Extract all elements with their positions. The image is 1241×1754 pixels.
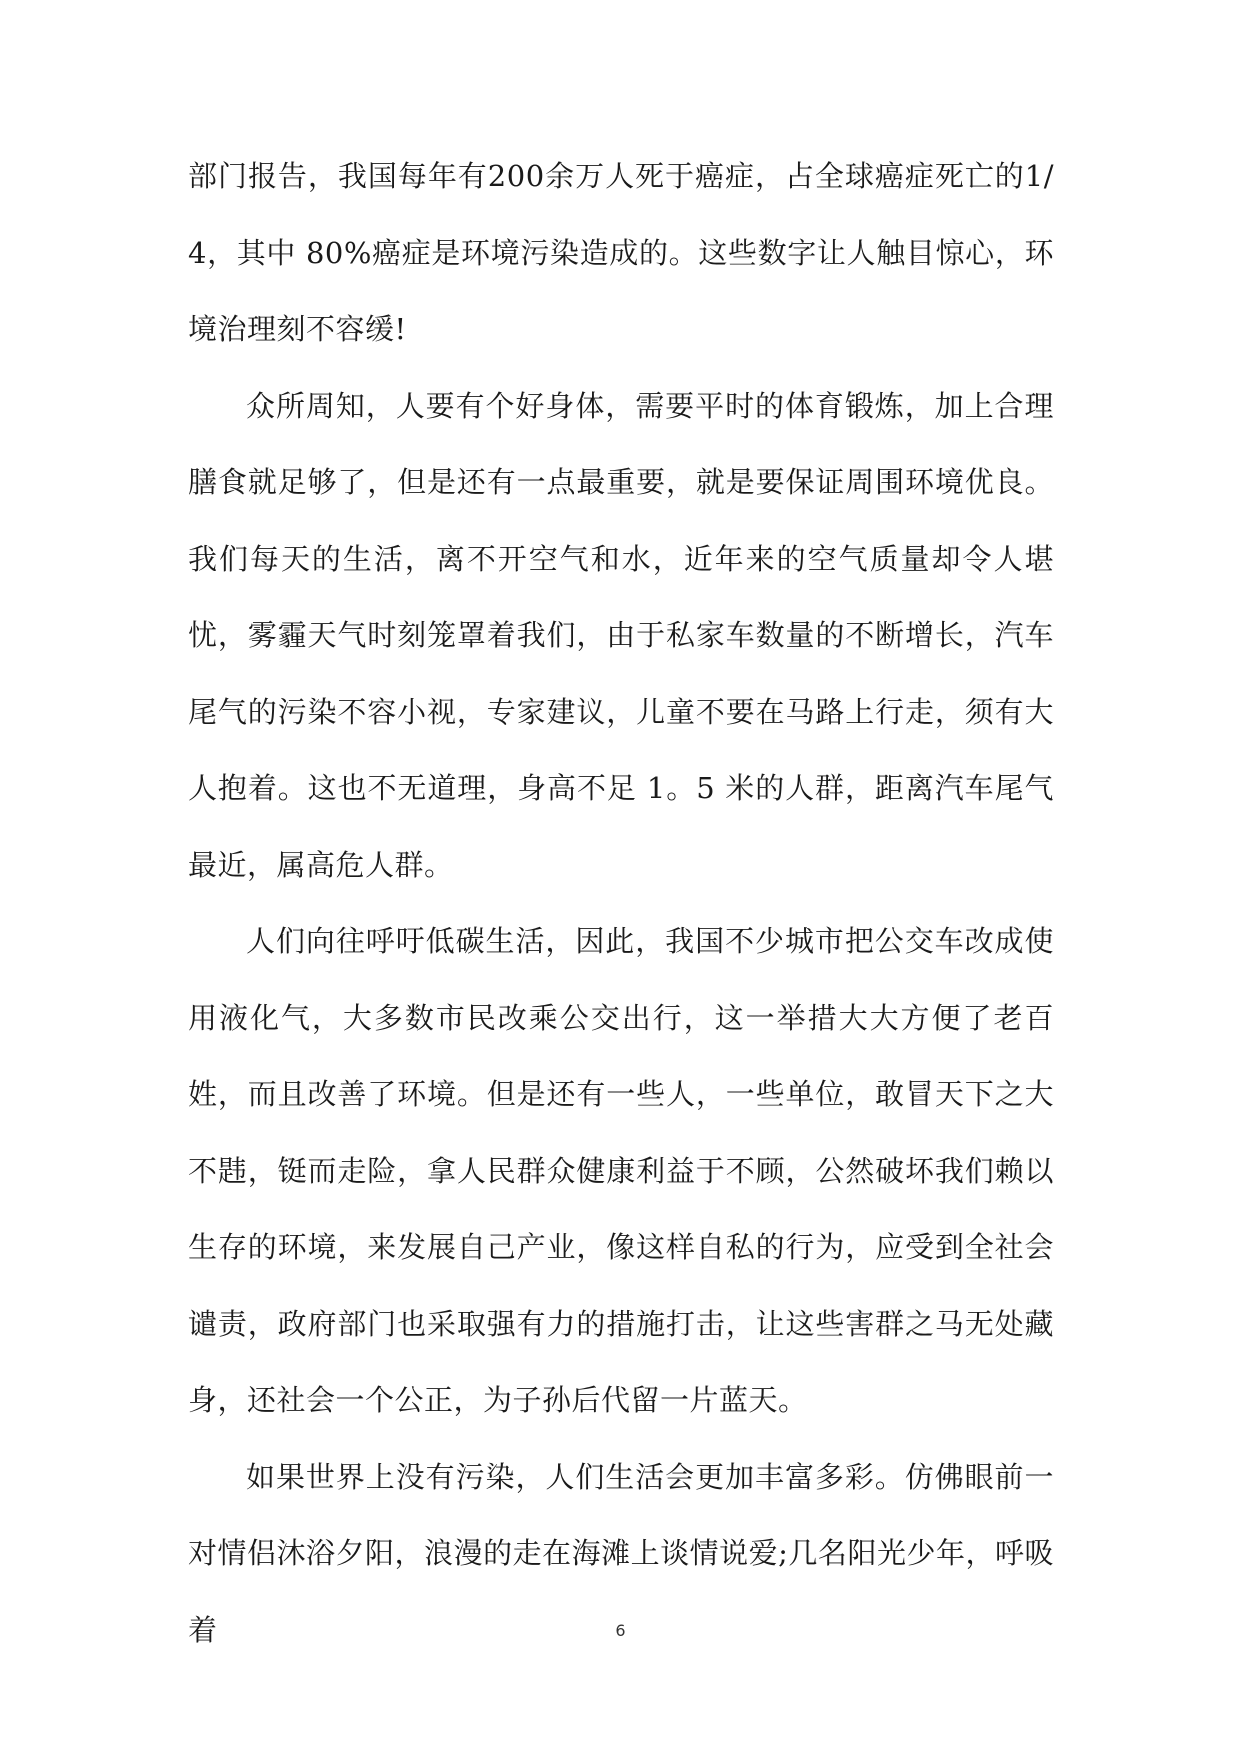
paragraph-3: 人们向往呼吁低碳生活，因此，我国不少城市把公交车改成使用液化气，大多数市民改乘公交出行，这一举措大大方便了老百姓，而且改善了环境。但是还有一些人，一些单位，敢冒天下之大不韪，铤而走险，拿人民群众健康利益于不顾，公然破坏我们赖以生存的环境，来发展自己产业，像这样自私的行为，应受到全社会谴责，政府部门也采取强有力的措施打击，让这些害群之马无处藏身，还社会一个公正，为子孙后代留一片蓝天。 [188,924,1054,1417]
paragraph-4: 如果世界上没有污染，人们生活会更加丰富多彩。仿佛眼前一对情侣沐浴夕阳，浪漫的走在海滩上谈情说爱;几名阳光少年，呼吸着 [188,1459,1054,1647]
body-text [188,138,1054,1668]
paragraph-1: 部门报告，我国每年有200余万人死于癌症，占全球癌症死亡的1/4，其中 80%癌症是环境污染造成的。这些数字让人触目惊心，环境治理刻不容缓! [188,159,1054,346]
page-number: 6 [615,1621,626,1640]
paragraph-2: 众所周知，人要有个好身体，需要平时的体育锻炼，加上合理膳食就足够了，但是还有一点最重要，就是要保证周围环境优良。我们每天的生活，离不开空气和水，近年来的空气质量却令人堪忧，雾霾天气时刻笼罩着我们，由于私家车数量的不断增长，汽车尾气的污染不容小视，专家建议，儿童不要在马路上行走，须有大人抱着。这也不无道理，身高不足 1。5 米的人群，距离汽车尾气最近，属高危人群。 [188,388,1054,882]
